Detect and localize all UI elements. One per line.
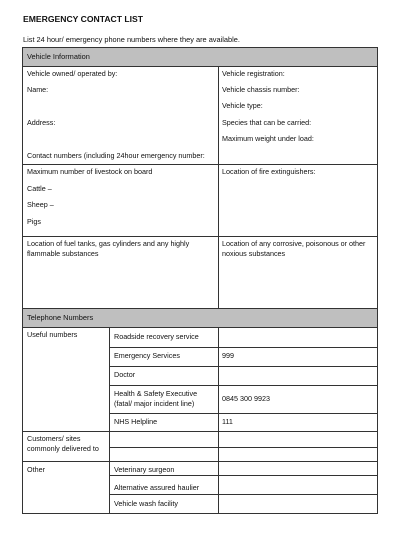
- hse-label-line1: Health & Safety Executive: [114, 389, 198, 398]
- customers-label-line1: Customers/ sites: [27, 434, 81, 443]
- other-label: Other: [27, 465, 45, 474]
- telephone-numbers-header: Telephone Numbers: [23, 309, 377, 328]
- nhs-helpline-number[interactable]: 111: [222, 417, 233, 426]
- pigs-field[interactable]: Pigs: [27, 217, 41, 226]
- nhs-helpline-label: NHS Helpline: [114, 417, 158, 426]
- emergency-services-number[interactable]: 999: [222, 351, 234, 360]
- fire-extinguishers-field[interactable]: Location of fire extinguishers:: [222, 167, 316, 176]
- max-weight-field[interactable]: Maximum weight under load:: [222, 134, 314, 143]
- corrosive-label-line1: Location of any corrosive, poisonous or other: [222, 239, 366, 248]
- vehicle-type-field[interactable]: Vehicle type:: [222, 101, 263, 110]
- roadside-recovery-label: Roadside recovery service: [114, 332, 199, 341]
- contact-numbers-field[interactable]: Contact numbers (including 24hour emergency number:: [27, 151, 205, 160]
- column-divider: [218, 67, 219, 310]
- vehicle-wash-label: Vehicle wash facility: [114, 499, 178, 508]
- emergency-services-label: Emergency Services: [114, 351, 180, 360]
- address-field[interactable]: Address:: [27, 118, 56, 127]
- vehicle-information-header: Vehicle Information: [23, 48, 377, 67]
- section-divider: [23, 431, 377, 432]
- species-field[interactable]: Species that can be carried:: [222, 118, 312, 127]
- row-divider: [109, 366, 377, 367]
- useful-numbers-label: Useful numbers: [27, 330, 78, 339]
- column-divider: [109, 328, 110, 514]
- page-instructions: List 24 hour/ emergency phone numbers where they are available.: [23, 35, 240, 44]
- alternative-haulier-label: Alternative assured haulier: [114, 483, 200, 492]
- doctor-label: Doctor: [114, 370, 136, 379]
- vehicle-information-table: [22, 47, 378, 310]
- hse-number[interactable]: 0845 300 9923: [222, 394, 270, 403]
- fuel-tanks-label-line2: flammable substances: [27, 249, 99, 258]
- cattle-field[interactable]: Cattle –: [27, 184, 52, 193]
- livestock-label: Maximum number of livestock on board: [27, 167, 153, 176]
- name-field[interactable]: Name:: [27, 85, 49, 94]
- vehicle-owned-operated-field[interactable]: Vehicle owned/ operated by:: [27, 69, 118, 78]
- veterinary-surgeon-label: Veterinary surgeon: [114, 465, 175, 474]
- row-divider: [109, 385, 377, 386]
- row-divider: [109, 447, 377, 448]
- vehicle-registration-field[interactable]: Vehicle registration:: [222, 69, 285, 78]
- corrosive-label-line2: noxious substances: [222, 249, 286, 258]
- section-divider: [23, 461, 377, 462]
- vehicle-chassis-field[interactable]: Vehicle chassis number:: [222, 85, 300, 94]
- sheep-field[interactable]: Sheep –: [27, 200, 54, 209]
- row-divider: [109, 475, 377, 476]
- row-divider: [23, 164, 377, 165]
- customers-label-line2: commonly delivered to: [27, 444, 99, 453]
- row-divider: [109, 494, 377, 495]
- row-divider: [109, 413, 377, 414]
- column-divider: [218, 328, 219, 514]
- telephone-numbers-table: [22, 308, 378, 514]
- row-divider: [23, 236, 377, 237]
- fuel-tanks-label-line1: Location of fuel tanks, gas cylinders and any highly: [27, 239, 190, 248]
- hse-label-line2: (fatal/ major incident line): [114, 399, 195, 408]
- row-divider: [109, 347, 377, 348]
- page-title: EMERGENCY CONTACT LIST: [23, 14, 143, 24]
